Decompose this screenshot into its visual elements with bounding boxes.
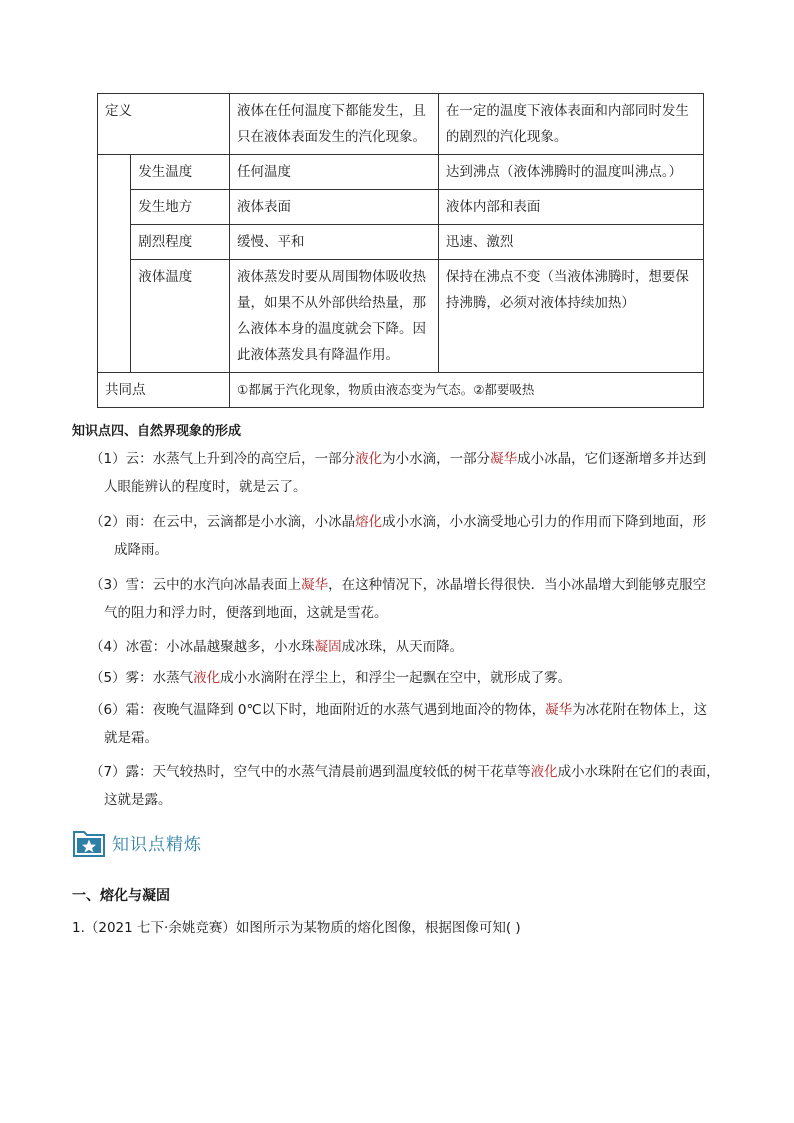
- table-cell: 液体蒸发时要从周围物体吸收热量，如果不从外部供给热量，那么液体本身的温度就会下降。因此液体蒸发具有降温作用。: [229, 260, 438, 373]
- table-cell: 在一定的温度下液体表面和内部同时发生的剧烈的汽化现象。: [438, 94, 703, 155]
- table-cell: 迅速、激烈: [438, 225, 703, 260]
- table-cell: 发生温度: [131, 155, 230, 190]
- table-row: [98, 225, 704, 260]
- star-folder-icon: [72, 826, 106, 858]
- kp4-heading: 知识点四、自然界现象的形成: [72, 424, 242, 439]
- list-item-cloud: （1）云：水蒸气上升到冷的高空后，一部分液化为小水滴，一部分凝华成小冰晶，它们逐渐增多并达到 人眼能辨认的程度时，就是云了。: [90, 451, 707, 495]
- question-text: 1.（2021 七下·余姚竞赛）如图所示为某物质的熔化图像，根据图像可知( ): [72, 920, 521, 936]
- table-row: [98, 373, 704, 408]
- table-cell-blank: [98, 155, 131, 373]
- section-badge: [72, 826, 202, 858]
- list-item-dew: （7）露：天气较热时，空气中的水蒸气清晨前遇到温度较低的树干花草等液化成小水珠附在它们的表面， 这就是露。: [90, 764, 720, 808]
- table-cell: 定义: [98, 94, 230, 155]
- table-cell: 发生地方: [131, 190, 230, 225]
- badge-title: 知识点精炼: [112, 834, 202, 855]
- table-row: [98, 94, 704, 155]
- list-item-fog: （5）雾：水蒸气液化成小水滴附在浮尘上，和浮尘一起飘在空中，就形成了雾。: [90, 670, 572, 686]
- table-row: [98, 155, 704, 190]
- list-item-snow: （3）雪：云中的水汽向冰晶表面上凝华，在这种情况下，冰晶增长得很快．当小冰晶增大到能够克服空 气的阻力和浮力时，便落到地面，这就是雪花。: [90, 577, 707, 621]
- table-cell: 液体表面: [229, 190, 438, 225]
- table-cell: 达到沸点（液体沸腾时的温度叫沸点。）: [438, 155, 703, 190]
- list-item-frost: （6）霜：夜晚气温降到 0℃以下时，地面附近的水蒸气遇到地面冷的物体，凝华为冰花附在物体上，这 就是霜。: [90, 702, 708, 746]
- table-cell: 液体内部和表面: [438, 190, 703, 225]
- table-cell: ①都属于汽化现象，物质由液态变为气态。②都要吸热: [229, 373, 703, 408]
- section-heading: 一、熔化与凝固: [72, 888, 170, 904]
- table-cell: 液体温度: [131, 260, 230, 373]
- table-row: [98, 260, 704, 373]
- table-cell: 液体在任何温度下都能发生，且只在液体表面发生的汽化现象。: [229, 94, 438, 155]
- list-item-rain: （2）雨：在云中，云滴都是小水滴，小冰晶熔化成小水滴，小水滴受地心引力的作用而下降到地面，形 成降雨。: [90, 514, 707, 558]
- table-cell: 剧烈程度: [131, 225, 230, 260]
- table-row: [98, 190, 704, 225]
- table-cell: 共同点: [98, 373, 230, 408]
- table-cell: 缓慢、平和: [229, 225, 438, 260]
- table-cell: 保持在沸点不变（当液体沸腾时，想要保持沸腾，必须对液体持续加热）: [438, 260, 703, 373]
- list-item-hail: （4）冰雹：小冰晶越聚越多，小水珠凝固成冰珠，从天而降。: [90, 639, 464, 655]
- table-cell: 任何温度: [229, 155, 438, 190]
- evaporation-boiling-table: [97, 93, 704, 408]
